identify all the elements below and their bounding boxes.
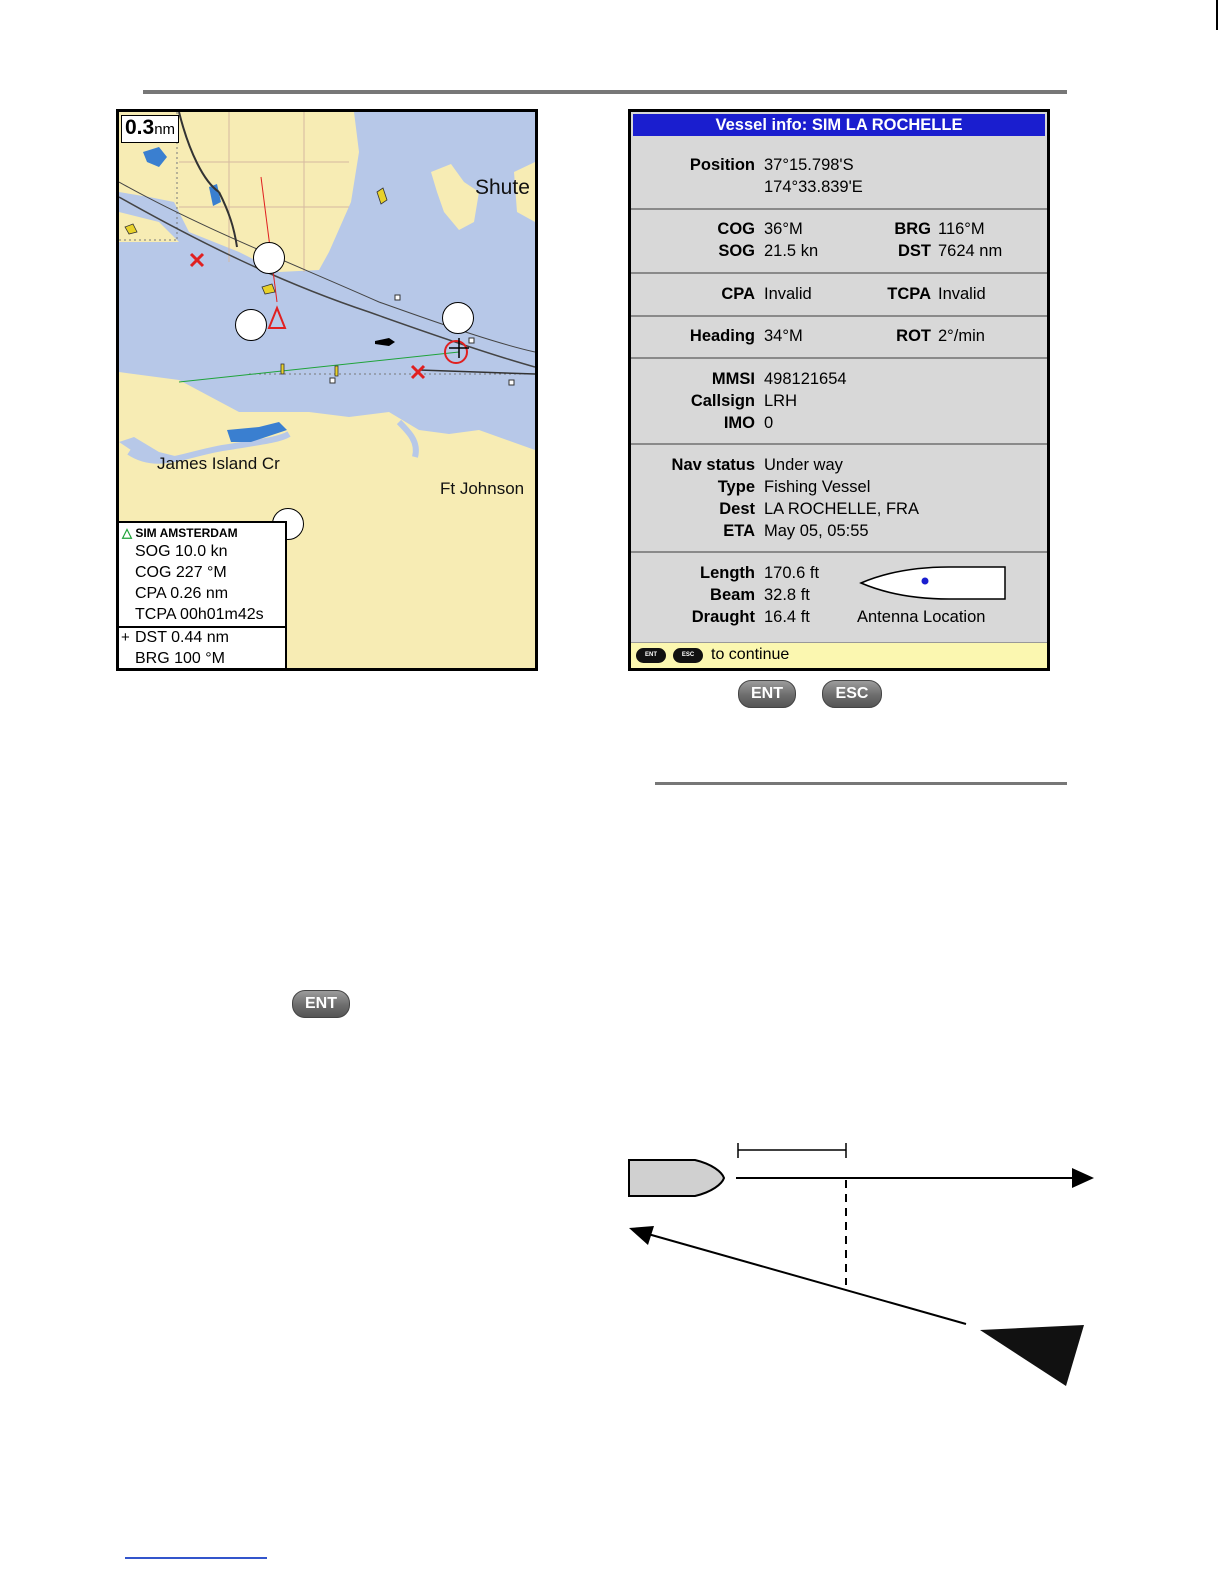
draught-label: Draught: [691, 608, 755, 626]
target-name: SIM AMSTERDAM: [135, 526, 238, 540]
draught-value: 16.4 ft: [764, 608, 810, 626]
section-divider: [631, 272, 1047, 274]
cursor-cross-icon: +: [121, 629, 130, 646]
arrow-head-left-icon: [629, 1226, 654, 1245]
rot-label: ROT: [896, 327, 931, 345]
vessel-info-title: Vessel info: SIM LA ROCHELLE: [633, 114, 1045, 136]
esc-key-icon: ESC: [673, 648, 703, 663]
beam-value: 32.8 ft: [764, 586, 810, 604]
section-divider: [631, 315, 1047, 317]
ent-key-inline[interactable]: ENT: [292, 990, 350, 1018]
target-course-line: [648, 1234, 966, 1324]
sog-label: SOG: [718, 242, 755, 260]
ais-target-popup: [119, 521, 287, 670]
tcpa-label: TCPA: [887, 285, 931, 303]
own-vessel-shape: [629, 1160, 724, 1196]
position-label: Position: [689, 156, 755, 174]
heading-label: Heading: [689, 327, 755, 345]
nav-status-label: Nav status: [671, 456, 755, 474]
eta-value: May 05, 05:55: [764, 522, 869, 540]
chart-screen[interactable]: [116, 109, 538, 671]
ent-key-icon: ENT: [636, 648, 666, 663]
section-divider: [631, 208, 1047, 210]
antenna-dot-icon: [922, 578, 929, 585]
cpa-value: Invalid: [764, 285, 812, 303]
page-edge-line: [1216, 0, 1218, 30]
target-cog: COG 227 °M: [135, 564, 227, 581]
callsign-label: Callsign: [690, 392, 755, 410]
callout-circle-1: [253, 242, 285, 274]
antenna-location-label: Antenna Location: [857, 608, 986, 626]
target-name-row: [122, 525, 238, 541]
header-rule: [143, 90, 1067, 94]
section-divider: [631, 443, 1047, 445]
vessel-info-screen: [628, 109, 1050, 671]
section-divider: [631, 357, 1047, 359]
type-label: Type: [717, 478, 755, 496]
brg-value: 116°M: [938, 220, 985, 238]
imo-value: 0: [764, 414, 774, 432]
section-divider: [631, 551, 1047, 553]
mmsi-label: MMSI: [711, 370, 755, 388]
place-label-shute: Shute: [475, 176, 530, 199]
target-brg: BRG 100 °M: [135, 650, 225, 667]
position-lon: 174°33.839'E: [764, 178, 863, 196]
type-value: Fishing Vessel: [764, 478, 871, 496]
place-label-ft-johnson: Ft Johnson: [440, 479, 525, 498]
target-vessel-triangle: [980, 1325, 1084, 1386]
sog-value: 21.5 kn: [764, 242, 819, 260]
target-tcpa: TCPA 00h01m42s: [135, 606, 264, 623]
length-value: 170.6 ft: [764, 564, 820, 582]
eta-label: ETA: [723, 522, 755, 540]
length-label: Length: [700, 564, 755, 582]
section-rule: [655, 782, 1067, 785]
footer-link-rule: [125, 1557, 267, 1559]
nav-status-value: Under way: [764, 456, 843, 474]
callout-circle-3: [442, 302, 474, 334]
footer-continue-text: to continue: [711, 646, 790, 663]
place-label-james-island: James Island Cr: [157, 454, 280, 473]
dest-label: Dest: [719, 500, 755, 518]
dst-value: 7624 nm: [938, 242, 1003, 260]
vessel-info-footer: [631, 642, 1047, 669]
dest-value: LA ROCHELLE, FRA: [764, 500, 919, 518]
cog-label: COG: [717, 220, 755, 238]
brg-label: BRG: [894, 220, 931, 238]
vessel-outline-icon: [859, 563, 1009, 603]
target-sog: SOG 10.0 kn: [135, 543, 228, 560]
callout-circle-2: [235, 309, 267, 341]
cpa-diagram: [620, 1130, 1100, 1400]
position-lat: 37°15.798'S: [764, 156, 854, 174]
imo-label: IMO: [723, 414, 755, 432]
cog-value: 36°M: [764, 220, 803, 238]
scale-unit: nm: [154, 121, 176, 138]
ais-triangle-icon: △: [122, 525, 132, 540]
target-dst: DST 0.44 nm: [135, 629, 229, 646]
scale-value: 0.3: [125, 116, 155, 139]
esc-key-button[interactable]: ESC: [822, 680, 882, 708]
arrow-head-right-icon: [1072, 1168, 1094, 1188]
tcpa-value: Invalid: [938, 285, 986, 303]
chart-scale: [121, 115, 179, 143]
rot-value: 2°/min: [938, 327, 985, 345]
dst-label: DST: [898, 242, 931, 260]
popup-divider: [119, 626, 285, 628]
target-cpa: CPA 0.26 nm: [135, 585, 229, 602]
beam-label: Beam: [710, 586, 755, 604]
ent-key-button[interactable]: ENT: [738, 680, 796, 708]
heading-value: 34°M: [764, 327, 803, 345]
callsign-value: LRH: [764, 392, 798, 410]
mmsi-value: 498121654: [764, 370, 847, 388]
cpa-label: CPA: [721, 285, 755, 303]
